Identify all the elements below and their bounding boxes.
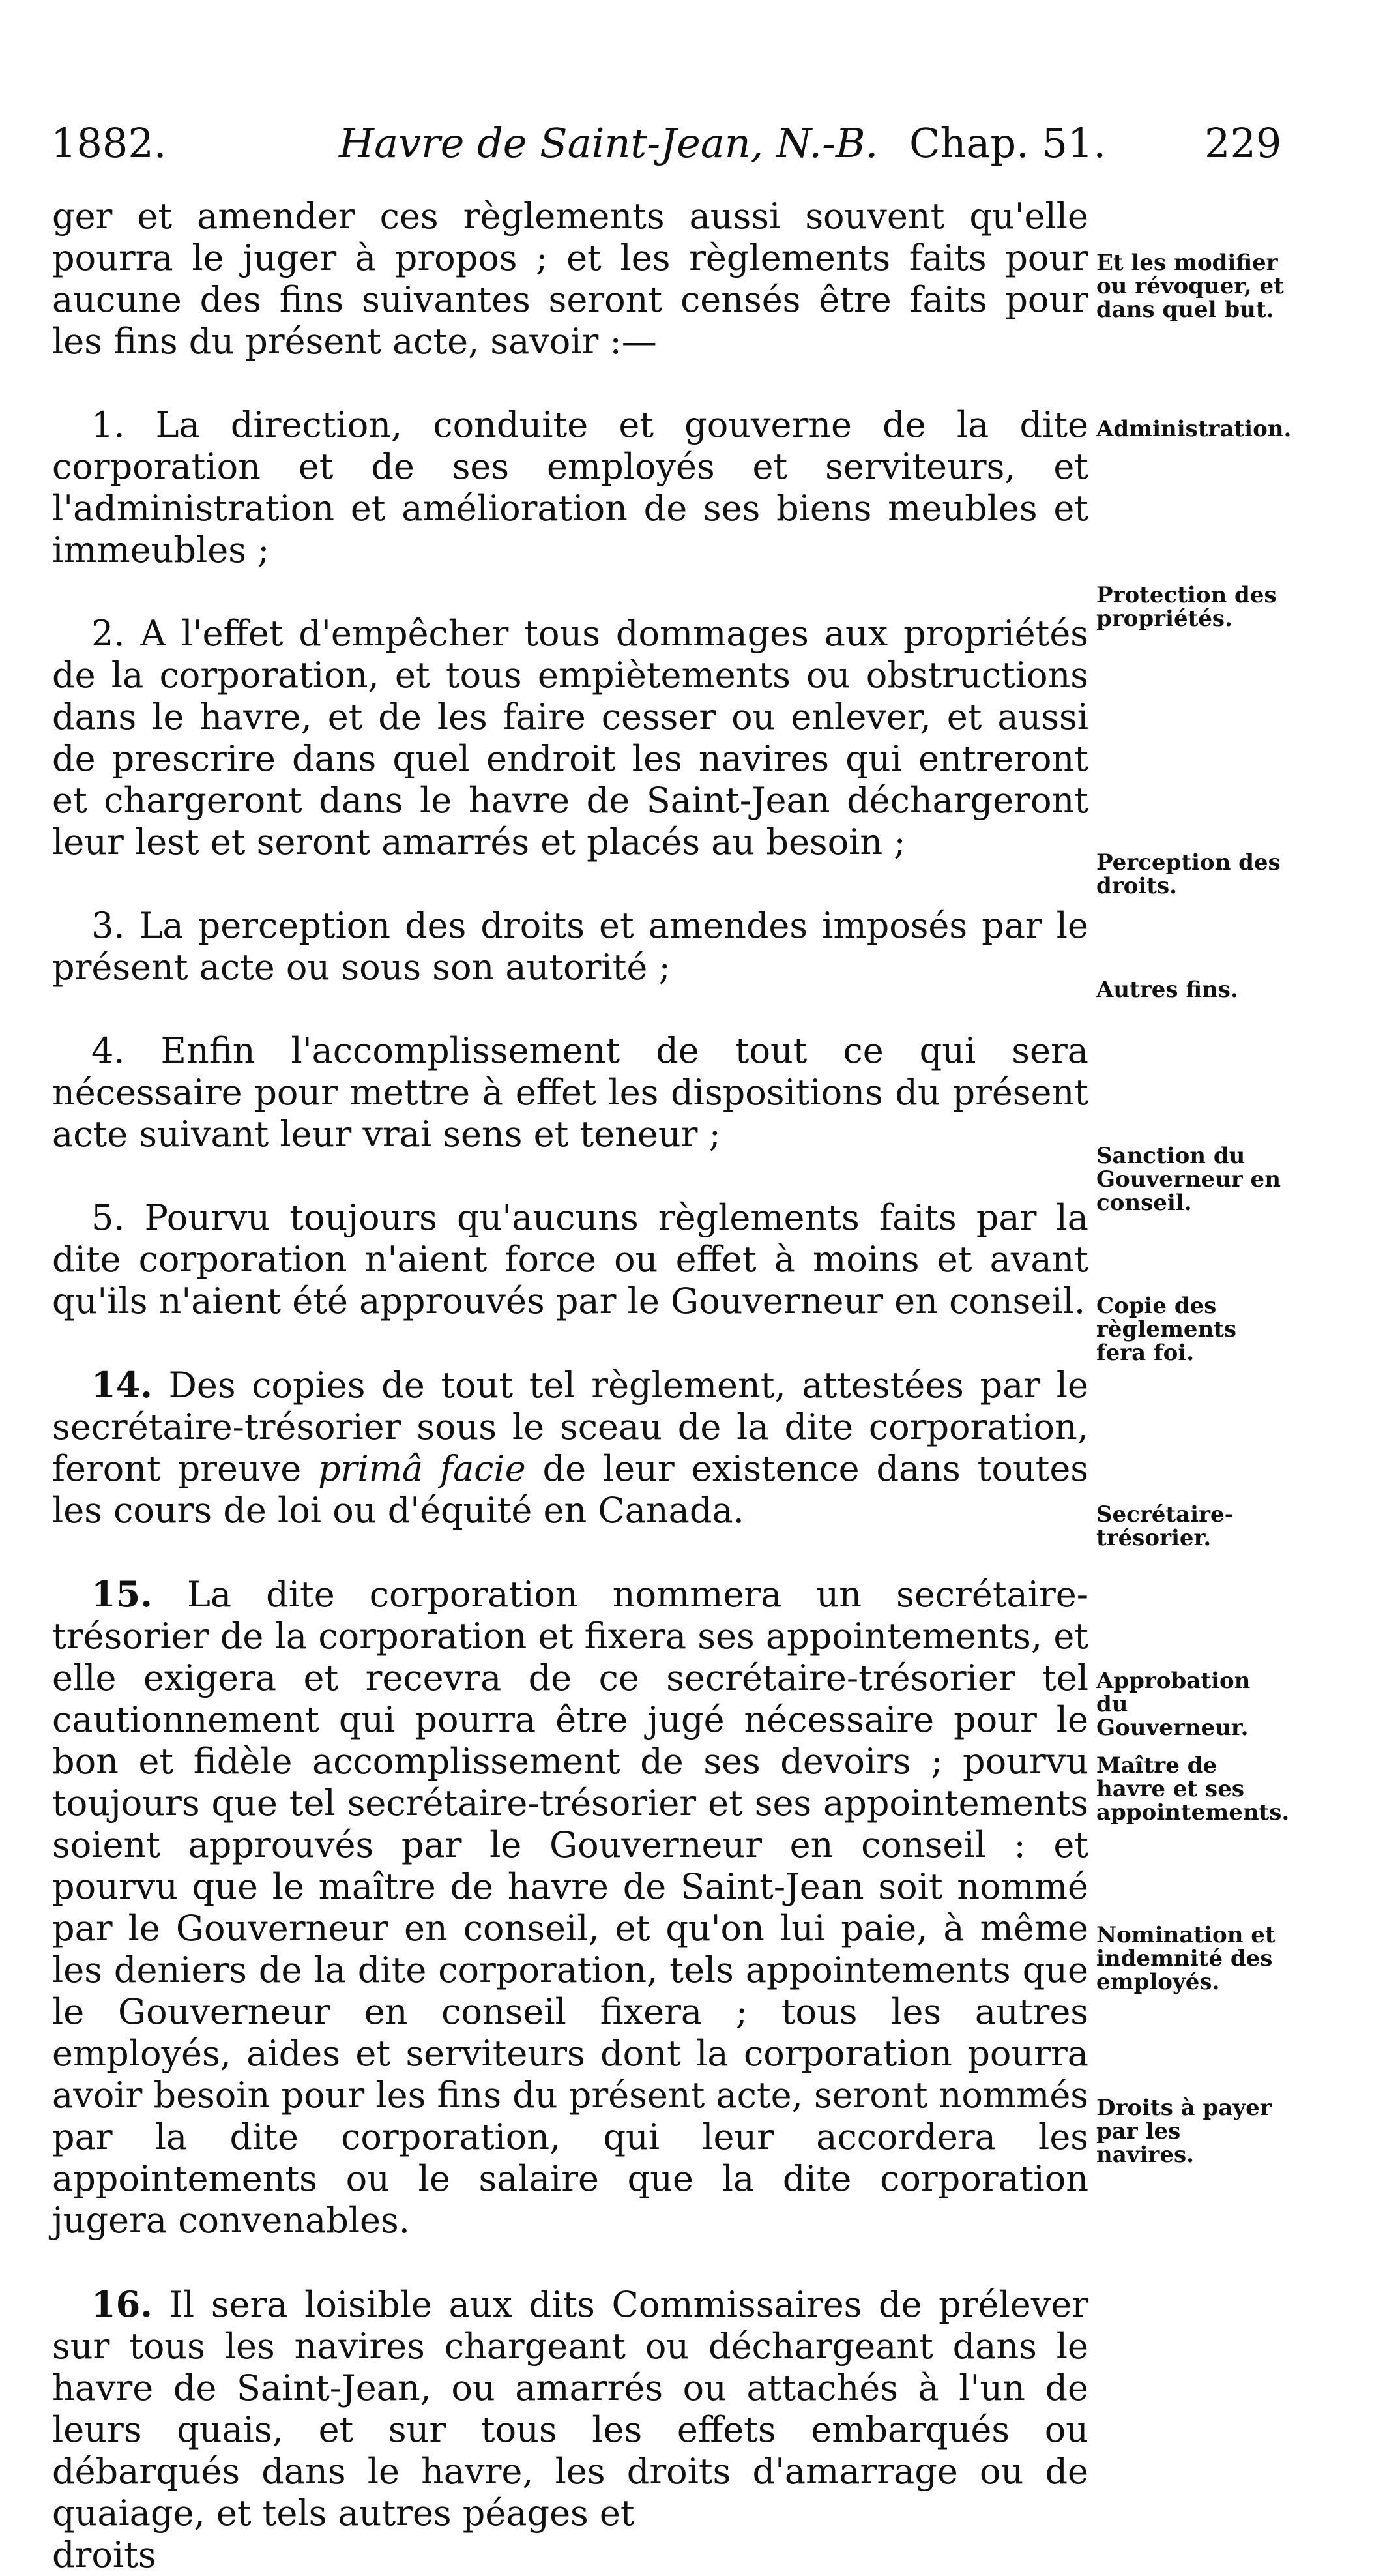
header-year: 1882.	[51, 119, 167, 167]
paragraph-item-4: 4. Enfin l'accomplissement de tout ce qui sera nécessaire pour mettre à effet les dispositions du présent acte suivant leur vrai sens et teneur ;	[52, 1030, 1088, 1155]
section-14-number: 14.	[91, 1364, 153, 1406]
section-16-number: 16.	[91, 2283, 153, 2325]
margin-note-copie: Copie des règlements fera foi.	[1096, 1293, 1237, 1366]
margin-note-administration: Administration.	[1096, 416, 1292, 442]
header-page-number: 229	[1204, 119, 1282, 167]
paragraph-item-5: 5. Pourvu toujours qu'aucuns règlements faits par la dite corporation n'aient force ou effet à moins et avant qu'ils n'aient été approuvés par le Gouverneur en conseil.	[52, 1197, 1088, 1322]
paragraph-intro: ger et amender ces règlements aussi souvent qu'elle pourra le juger à propos ; et les règlements faits pour aucune des fins suivantes seront censés être faits pour les fins du présent acte, savoir :—	[52, 196, 1088, 362]
margin-note-perception: Perception des droits.	[1096, 850, 1281, 899]
margin-note-sanction: Sanction du Gouverneur en conseil.	[1096, 1143, 1281, 1216]
paragraph-item-1: 1. La direction, conduite et gouverne de la dite corporation et de ses employés et serviteurs, et l'administration et amélioration de ses biens meubles et immeubles ;	[52, 404, 1088, 570]
catchword: droits	[52, 2534, 156, 2575]
margin-note-droits: Droits à payer par les navires.	[1096, 2095, 1272, 2168]
section-16-text: Il sera loisible aux dits Commissaires de prélever sur tous les navires chargeant ou déchargeant dans le havre de Saint-Jean, ou amarrés ou attachés à l'un de leurs quais, et sur tous les effets embarqués ou débarqués dans le havre, les droits d'amarrage ou de quaiage, et tels autres péages et	[52, 2284, 1089, 2534]
section-15-number: 15.	[91, 1573, 153, 1615]
margin-note-modifier: Et les modifier ou révoquer, et dans quel but.	[1096, 250, 1284, 323]
margin-note-approbation: Approbation du Gouverneur.	[1096, 1668, 1251, 1741]
section-14-latin: primâ facie	[318, 1448, 526, 1489]
section-16	[52, 2283, 1088, 2534]
section-14	[52, 1364, 1088, 1532]
margin-note-nomination: Nomination et indemnité des employés.	[1096, 1922, 1276, 1995]
section-14-text-b: de leur existence dans toutes les cours de loi ou d'équité en Canada.	[52, 1448, 1088, 1531]
margin-note-protection: Protection des propriétés.	[1096, 582, 1277, 632]
margin-note-maitre-havre: Maître de havre et ses appointements.	[1096, 1753, 1290, 1826]
header-title: Havre de Saint-Jean, N.-B.	[339, 119, 879, 167]
section-15-text: La dite corporation nommera un secrétaire-trésorier de la corporation et fixera ses appointements, et elle exigera et recevra de ce secrétaire-trésorier tel cautionnement qui pourra être jugé nécessaire pour le bon et fidèle accomplissement de ses devoirs ; pourvu toujours que tel secrétaire-trésorier et ses appointements soient approuvés par le Gouverneur en conseil : et pourvu que le maître de havre de Saint-Jean soit nommé par le Gouverneur en conseil, et qu'on lui paie, à même les deniers de la dite corporation, tels appointements que le Gouverneur en conseil fixera ; tous les autres employés, aides et serviteurs dont la corporation pourra avoir besoin pour les fins du présent acte, seront nommés par la dite corporation, qui leur accordera les appointements ou le salaire que la dite corporation jugera convenables.	[52, 1574, 1089, 2241]
paragraph-item-3: 3. La perception des droits et amendes imposés par le présent acte ou sous son autorité ;	[52, 905, 1088, 988]
header-chapter: Chap. 51.	[909, 119, 1107, 167]
paragraph-item-2: 2. A l'effet d'empêcher tous dommages aux propriétés de la corporation, et tous empiètements ou obstructions dans le havre, et de les faire cesser ou enlever, et aussi de prescrire dans quel endroit les navires qui entreront et chargeront dans le havre de Saint-Jean déchargeront leur lest et seront amarrés et placés au besoin ;	[52, 613, 1088, 863]
margin-note-autres-fins: Autres fins.	[1096, 977, 1238, 1003]
margin-note-secretaire: Secrétaire-trésorier.	[1096, 1502, 1234, 1551]
section-14-text-a: Des copies de tout tel règlement, attestées par le secrétaire-trésorier sous le sceau de la dite corporation, feront preuve	[52, 1365, 1089, 1489]
main-text	[52, 196, 1088, 2576]
section-15	[52, 1573, 1088, 2242]
